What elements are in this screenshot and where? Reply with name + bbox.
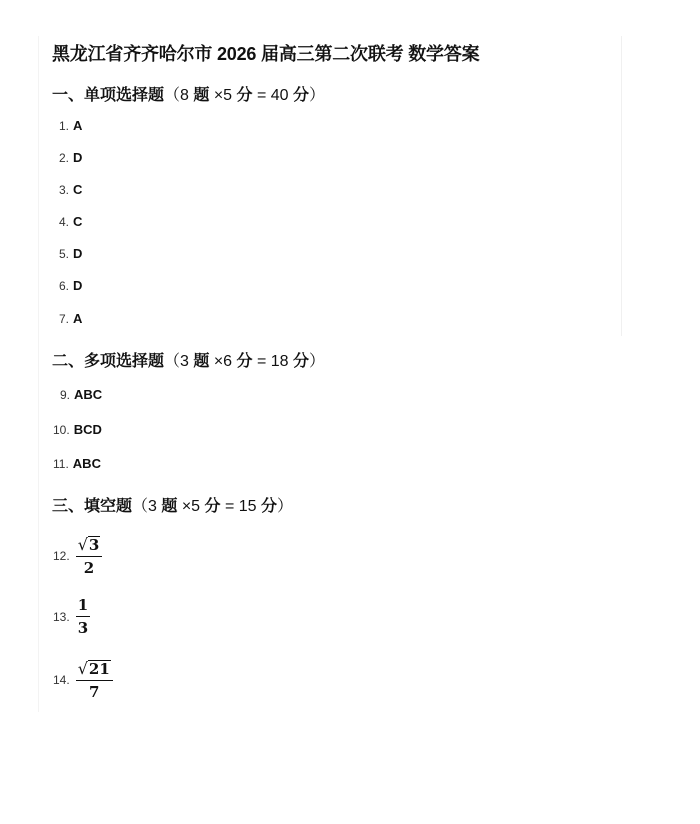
section-heading-single-choice bbox=[52, 82, 325, 105]
answer-item bbox=[59, 278, 82, 293]
document-left-rule bbox=[38, 36, 39, 712]
answer-item bbox=[53, 536, 102, 576]
document-frame bbox=[38, 36, 622, 336]
question-number: 10. bbox=[53, 422, 70, 437]
section-heading-fill-in-blank bbox=[52, 493, 293, 516]
question-number: 12. bbox=[53, 549, 70, 563]
section-heading-multiple-choice bbox=[52, 348, 325, 371]
answer-item bbox=[53, 598, 90, 636]
answer-item bbox=[53, 660, 113, 700]
answer-item bbox=[53, 456, 101, 471]
question-number: 9. bbox=[60, 387, 71, 402]
answer-item bbox=[59, 182, 82, 197]
question-number: 7. bbox=[59, 311, 70, 326]
question-number: 3. bbox=[59, 182, 70, 197]
answer-item bbox=[60, 387, 102, 402]
question-number: 4. bbox=[59, 214, 70, 229]
question-number: 5. bbox=[59, 246, 70, 261]
question-number: 14. bbox=[53, 673, 70, 687]
fraction-denominator: 3 bbox=[77, 619, 89, 637]
answer-value: D bbox=[73, 150, 83, 165]
fraction-answer bbox=[76, 536, 103, 576]
fraction-numerator bbox=[76, 660, 113, 681]
section-title: 二、多项选择题 bbox=[52, 353, 165, 370]
sqrt-symbol: √ bbox=[77, 659, 88, 678]
answer-value: ABC bbox=[74, 387, 103, 402]
fraction-numerator: 1 bbox=[76, 598, 90, 617]
fraction-numerator bbox=[76, 536, 103, 557]
answer-value: A bbox=[73, 311, 83, 326]
answer-value: D bbox=[73, 278, 83, 293]
answer-value: A bbox=[73, 118, 83, 133]
section-title: 一、单项选择题 bbox=[52, 87, 165, 104]
fraction-answer bbox=[76, 598, 90, 636]
section-title: 三、填空题 bbox=[52, 498, 133, 515]
fraction-denominator: 2 bbox=[83, 559, 95, 577]
answer-item bbox=[59, 150, 82, 165]
radicand: 3 bbox=[88, 536, 100, 554]
radicand: 21 bbox=[88, 660, 110, 678]
question-number: 13. bbox=[53, 610, 70, 624]
answer-item bbox=[59, 118, 82, 133]
question-number: 1. bbox=[59, 118, 70, 133]
section-score-detail: （3 题 ×6 分 = 18 分） bbox=[164, 353, 326, 370]
answer-value: ABC bbox=[72, 456, 101, 471]
answer-item bbox=[59, 246, 82, 261]
answer-value: C bbox=[73, 214, 83, 229]
document-title: 黑龙江省齐齐哈尔市 2026 届高三第二次联考 数学答案 bbox=[52, 44, 480, 64]
answer-value: BCD bbox=[73, 422, 102, 437]
question-number: 2. bbox=[59, 150, 70, 165]
section-score-detail: （8 题 ×5 分 = 40 分） bbox=[164, 87, 326, 104]
answer-value: D bbox=[73, 246, 83, 261]
fraction-answer bbox=[76, 660, 113, 700]
answer-item bbox=[59, 311, 82, 326]
answer-item bbox=[59, 214, 82, 229]
sqrt-symbol: √ bbox=[77, 535, 88, 554]
fraction-denominator: 7 bbox=[89, 683, 100, 701]
section-score-detail: （3 题 ×5 分 = 15 分） bbox=[132, 498, 294, 515]
answer-item bbox=[53, 422, 102, 437]
question-number: 11. bbox=[53, 456, 69, 471]
question-number: 6. bbox=[59, 278, 70, 293]
answer-value: C bbox=[73, 182, 83, 197]
